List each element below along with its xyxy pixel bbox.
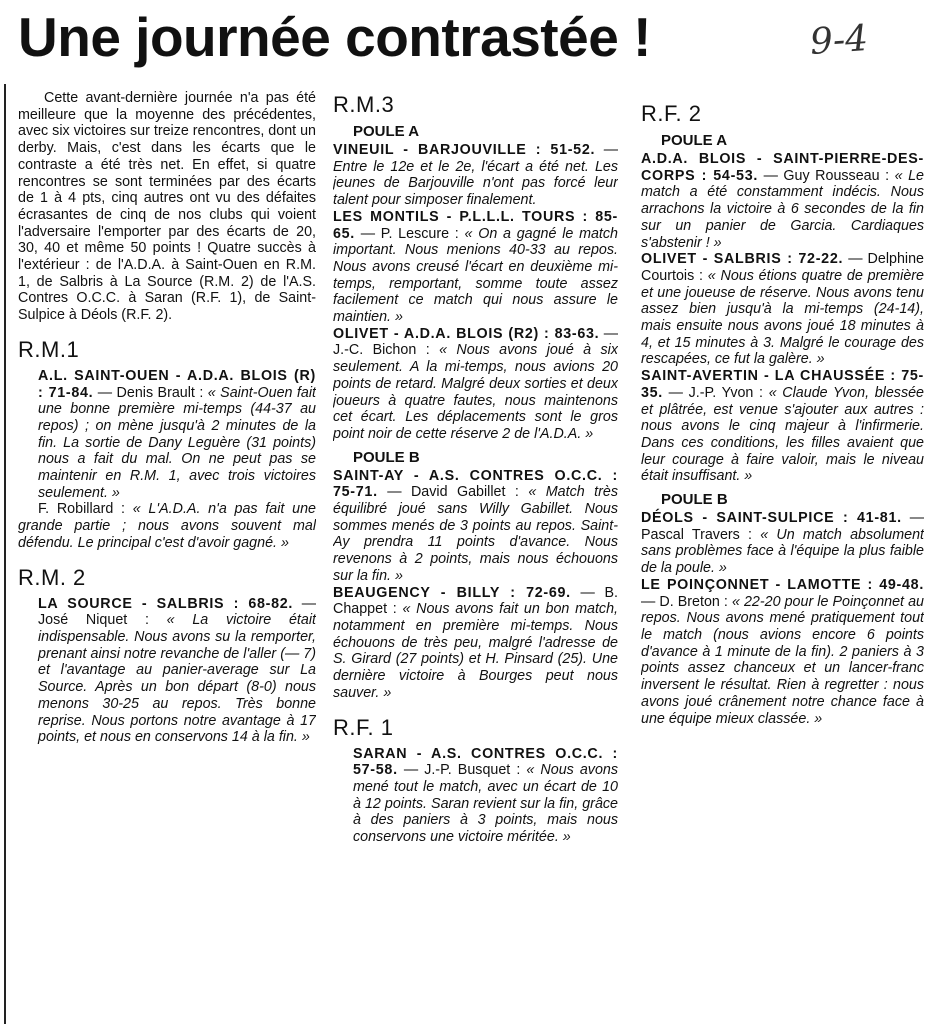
match-result: SAINT-AVERTIN - LA CHAUSSÉE : 75-35. <box>641 368 924 401</box>
quote: « Le match a été constamment indécis. Nous arrachons la victoire à 6 secondes de la fin sur un panier de Garcia. Cardiaques s'abstenir ! » <box>641 167 924 251</box>
match-report <box>18 501 316 551</box>
speaker: — P. Lescure : <box>354 225 465 242</box>
match-result: VINEUIL - BARJOUVILLE : 51-52. <box>333 142 596 158</box>
poule-heading: POULE A <box>353 123 420 140</box>
match-result: SARAN - A.S. CONTRES O.C.C. : 57-58. <box>353 745 618 779</box>
column-border <box>4 84 6 1024</box>
match-report <box>641 251 924 368</box>
quote: — Entre le 12e et le 2e, l'écart a été net. Les jeunes de Barjouville n'ont pas forcé leur talent pour simposer finalement. <box>333 142 618 209</box>
poule-heading: POULE B <box>353 448 420 466</box>
quote: « Nous avons joué à six seulement. A la mi-temps, nous avions 20 points de retard. Malgré deux sorties et deux joueurs à quatre fautes, nous maintenons cet écart. Les déplacements sont le gros point noir de cette réserve 2 de l'A.D.A. » <box>333 342 618 442</box>
speaker: — J.-P. Yvon : <box>662 384 769 401</box>
page-headline: Une journée contrastée ! <box>18 6 651 68</box>
match-report <box>18 368 316 502</box>
speaker: — Guy Rousseau : <box>758 167 895 184</box>
match-report <box>333 209 618 326</box>
quote: « La victoire était indispensable. Nous avons su la remporter, prenant ainsi notre revanche de l'aller (— 7) et l'avantage au panier-average sur La Source. Après un bon départ (8-0) nous menons 30-25 au repos. Très bonne reprise. Nous portons notre avantage à 17 points, et nous en conservons 14 à la fin. » <box>38 612 316 746</box>
section-title-rm1: R.M.1 <box>18 336 80 362</box>
section-title-rm2: R.M. 2 <box>18 564 86 590</box>
match-result: DÉOLS - SAINT-SULPICE : 41-81. <box>641 510 902 527</box>
section-title-rf1: R.F. 1 <box>333 714 394 740</box>
speaker: — David Gabillet : <box>377 484 529 501</box>
match-result: SAINT-AY - A.S. CONTRES O.C.C. : 75-71. <box>333 467 618 501</box>
quote: « On a gagné le match important. Nous menions 40-33 au repos. Nous avons creusé l'écart en deuxième mi-temps, remportant, somme toute assez facilement ce match qui nous assure le maintien. » <box>333 225 618 326</box>
match-report <box>333 326 618 443</box>
article-column-2 <box>333 93 618 846</box>
match-report <box>641 368 924 485</box>
speaker: — Delphine Courtois : <box>641 251 924 284</box>
speaker: F. Robillard : <box>38 501 133 518</box>
quote: « Nous avons fait un bon match, notamment en première mi-temps. Nous échouons de très peu, malgré l'adresse de S. Girard (27 points) et H. Pinsard (25). Une dernière victoire à Bourges peut nous sauver. » <box>333 601 618 701</box>
match-result: LE POINÇONNET - LAMOTTE : 49-48. <box>641 576 924 593</box>
article-column-3 <box>641 88 924 727</box>
match-report <box>641 151 924 251</box>
match-report <box>333 585 618 702</box>
article-column-1 <box>18 90 316 746</box>
match-report <box>333 142 618 209</box>
match-result: OLIVET - SALBRIS : 72-22. <box>641 251 844 268</box>
handwritten-note: 9-4 <box>808 18 870 63</box>
match-report <box>641 510 924 577</box>
quote: « Nous avons mené tout le match, avec un écart de 10 à 12 points. Saran revient sur la fin, grâce à des paniers à 3 points, mais nous conservons une victoire méritée. » <box>353 762 618 846</box>
poule-heading: POULE B <box>661 491 728 509</box>
match-report <box>641 577 924 727</box>
speaker: — B. Chappet : <box>333 584 618 618</box>
speaker: — J.-P. Busquet : <box>397 762 527 779</box>
section-title-rf2: R.F. 2 <box>641 101 702 126</box>
match-result: LES MONTILS - P.L.L.L. TOURS : 85-65. <box>333 208 618 242</box>
quote: « 22-20 pour le Poinçonnet au repos. Nous avons mené pratiquement tout le match (nous avions encore 6 points d'avance à 1 minute de la fin). 2 paniers à 3 points assez chanceux et un lancer-franc inversent le résultat. Rien à regretter : nous avons joué crânement notre chance face à une équipe mieux classée. » <box>641 593 924 727</box>
match-result: A.D.A. BLOIS - SAINT-PIERRE-DES-CORPS : 54-53. <box>641 151 924 184</box>
quote: « Un match absolument sans problèmes face à l'équipe la plus faible de la poule. » <box>641 526 924 577</box>
match-report <box>333 468 618 585</box>
intro-paragraph: Cette avant-dernière journée n'a pas été meilleure que la moyenne des précédentes, avec six victoires sur treize rencontres, dont un derby. Mais, c'est dans les écarts que le contraste a été très net. En effet, si quatre rencontres se sont terminées par des écarts de 1 à 4 pts, cinq autres ont vu des défaites écrasantes de cinq de nos clubs qui voient l'adversaire l'emporter par des écarts de 20, 30, 40 et même 50 points ! Quatre succès à l'extérieur : de l'A.D.A. à Saint-Ouen en R.M. 1, de Salbris à La Source (R.M. 2) de l'A.S. Contres O.C.C. à Saran (R.F. 1), de Saint-Sulpice à Déols (R.F. 2). <box>18 90 316 324</box>
quote: « L'A.D.A. n'a pas fait une grande partie ; nous avons souvent mal défendu. Le principal c'est d'avoir gagné. » <box>18 501 316 551</box>
quote: « Match très équilibré joué sans Willy Gabillet. Nous sommes menés de 3 points au repos. Saint-Ay prendra 11 points d'avance. Nous revenons à 2 points, mais nous échouons sur la fin. » <box>333 484 618 584</box>
match-result: OLIVET - A.D.A. BLOIS (R2) : 83-63. <box>333 325 600 342</box>
quote: « Nous étions quatre de première et une joueuse de réserve. Nous avons tenu assez bien jusqu'à la mi-temps (24-14), mais ensuite nous avons joué 18 minutes à 4, et 15 minutes à 3. Malgré le courage des rescapées, ce fut la galère. » <box>641 267 924 368</box>
quote: « Claude Yvon, blessée et plâtrée, est venue s'ajouter aux autres : nous avons le cinq majeur à l'infirmerie. Dans ces conditions, les filles avaient que leur courage à faire valoir, mais le niveau était insuffisant. » <box>641 384 924 485</box>
speaker: — Denis Brault : <box>93 384 208 401</box>
speaker: — Pascal Travers : <box>641 510 924 543</box>
speaker: — D. Breton : <box>641 593 732 610</box>
match-result: A.L. SAINT-OUEN - A.D.A. BLOIS (R) : 71-84. <box>38 367 316 401</box>
section-title-rm3: R.M.3 <box>333 93 395 117</box>
speaker: — J.-C. Bichon : <box>333 325 618 359</box>
match-report <box>18 596 316 746</box>
match-result: BEAUGENCY - BILLY : 72-69. <box>333 584 571 601</box>
speaker: — José Niquet : <box>38 595 316 629</box>
match-result: LA SOURCE - SALBRIS : 68-82. <box>38 595 294 612</box>
match-report <box>333 746 618 846</box>
poule-heading: POULE A <box>661 132 728 149</box>
quote: « Saint-Ouen fait une bonne première mi-temps (44-37 au repos) ; on mène jusqu'à 2 minutes de la fin. La sortie de Dany Leguère (31 points) nous a fait du mal. On ne peut pas se maintenir en R.M. 1, avec trois victoires seulement. » <box>38 384 316 501</box>
